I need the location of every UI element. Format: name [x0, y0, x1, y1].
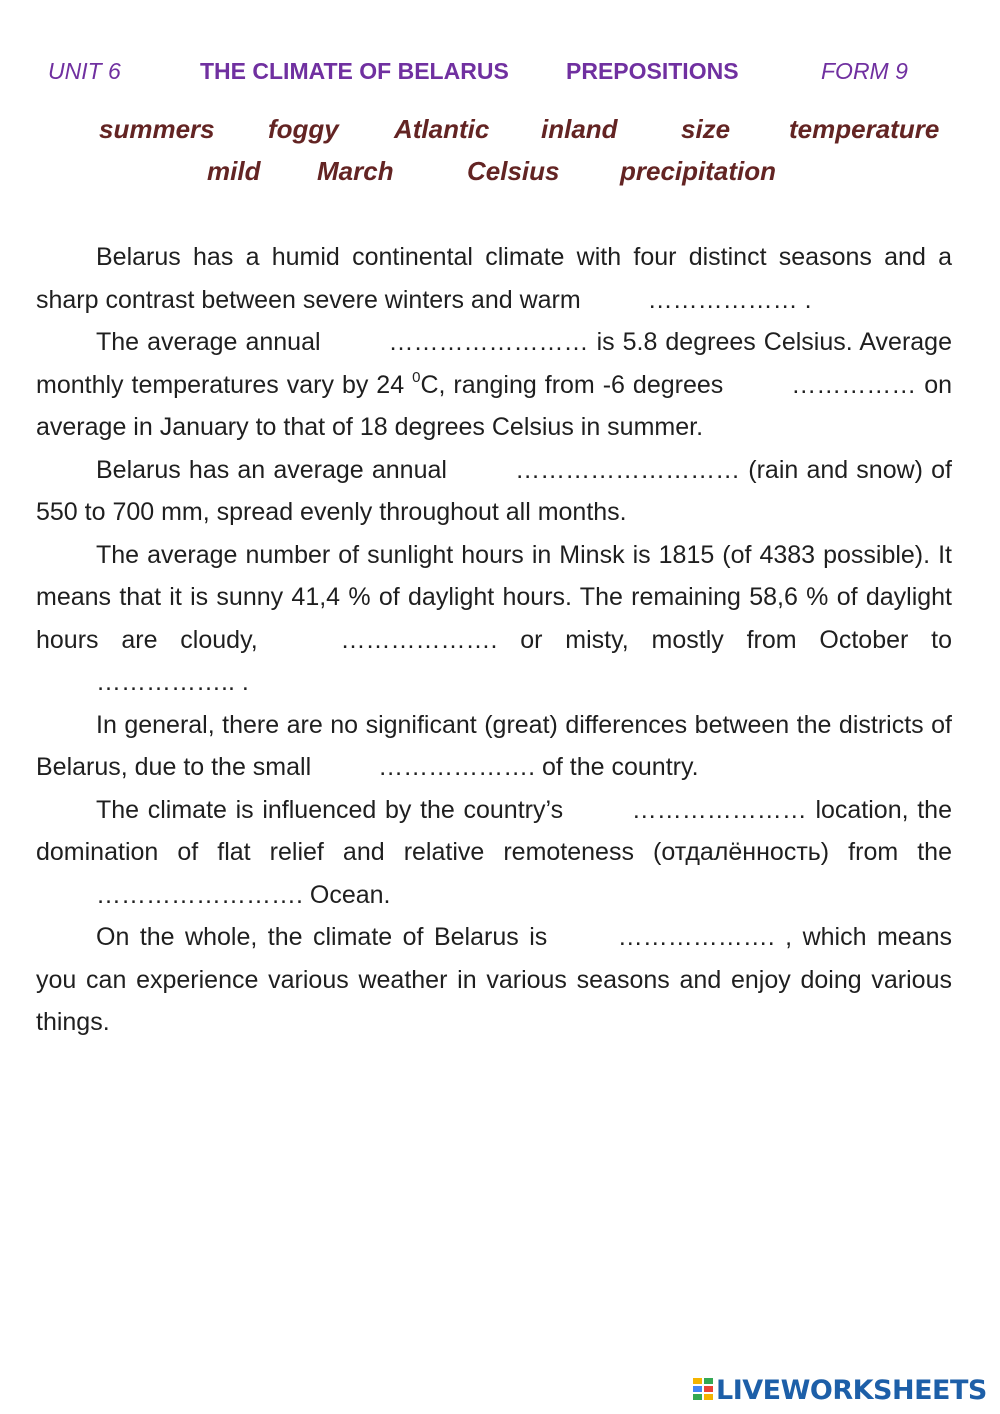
unit-label: UNIT 6	[48, 58, 121, 84]
topic-label: PREPOSITIONS	[566, 58, 739, 84]
paragraph-precipitation: Belarus has an average annual ……………………… (rain and snow) of 550 to 700 mm, spread evenly throughout all months.	[36, 449, 952, 534]
liveworksheets-logo-icon	[692, 1376, 714, 1404]
answer-blank-4[interactable]: ………………………	[515, 455, 741, 484]
worksheet-title: THE CLIMATE OF BELARUS	[200, 58, 509, 84]
paragraph-summary: On the whole, the climate of Belarus is ………………. , which means you can experience various weather in various seasons and enjoy doing various things.	[36, 916, 952, 1044]
word-bank-word: summers	[99, 114, 215, 144]
paragraph-influence: The climate is influenced by the country’s ………………… location, the domination of flat relief and relative remoteness (отдалённость) from the ……………………. Ocean.	[36, 789, 952, 917]
paragraph-districts: In general, there are no significant (great) differences between the districts of Belarus, due to the small ………………. of the country.	[36, 704, 952, 789]
word-bank-word: precipitation	[620, 156, 777, 186]
word-bank-word: foggy	[268, 114, 339, 144]
form-label: FORM 9	[821, 58, 908, 84]
word-bank-row-1	[0, 114, 1000, 150]
answer-blank-1[interactable]: ……………… .	[647, 285, 812, 314]
answer-blank-9[interactable]: …………………….	[96, 880, 303, 909]
word-bank-word: Celsius	[467, 156, 560, 186]
answer-blank-10[interactable]: ……………….	[617, 923, 775, 951]
word-bank-word: temperature	[789, 114, 940, 144]
word-bank-word: inland	[541, 114, 618, 144]
answer-blank-2[interactable]: ……………………	[388, 328, 589, 356]
word-bank-word: mild	[207, 156, 261, 186]
liveworksheets-logo	[692, 1374, 987, 1406]
answer-blank-8[interactable]: …………………	[631, 795, 807, 824]
paragraph-sunlight: The average number of sunlight hours in Minsk is 1815 (of 4383 possible). It means that it is sunny 41,4 % of daylight hours. The remaining 58,6 % of daylight hours are cloudy, ………………. or misty, mostly from October to …………….. .	[36, 534, 952, 704]
logo-text: LIVEWORKSHEETS	[716, 1374, 987, 1406]
word-bank-row-2	[0, 156, 1000, 192]
word-bank-word: March	[317, 156, 394, 186]
worksheet-text	[36, 236, 952, 1044]
answer-blank-3[interactable]: ……………	[791, 370, 917, 399]
degree-superscript: 0	[412, 368, 421, 386]
answer-blank-5[interactable]: ……………….	[340, 625, 498, 654]
answer-blank-7[interactable]: ……………….	[378, 753, 536, 781]
answer-blank-6[interactable]: ……………..	[96, 668, 235, 696]
paragraph-seasons: Belarus has a humid continental climate with four distinct seasons and a sharp contrast between severe winters and warm ……………… .	[36, 236, 952, 321]
paragraph-temperature: The average annual …………………… is 5.8 degrees Celsius. Average monthly temperatures vary by 24 $^0$C, ranging from -6 degrees …………… on average in January to that of 18 degrees Celsius in summer.	[36, 321, 952, 449]
word-bank-word: size	[681, 114, 731, 144]
word-bank-word: Atlantic	[394, 114, 490, 144]
worksheet-header	[0, 58, 1000, 92]
